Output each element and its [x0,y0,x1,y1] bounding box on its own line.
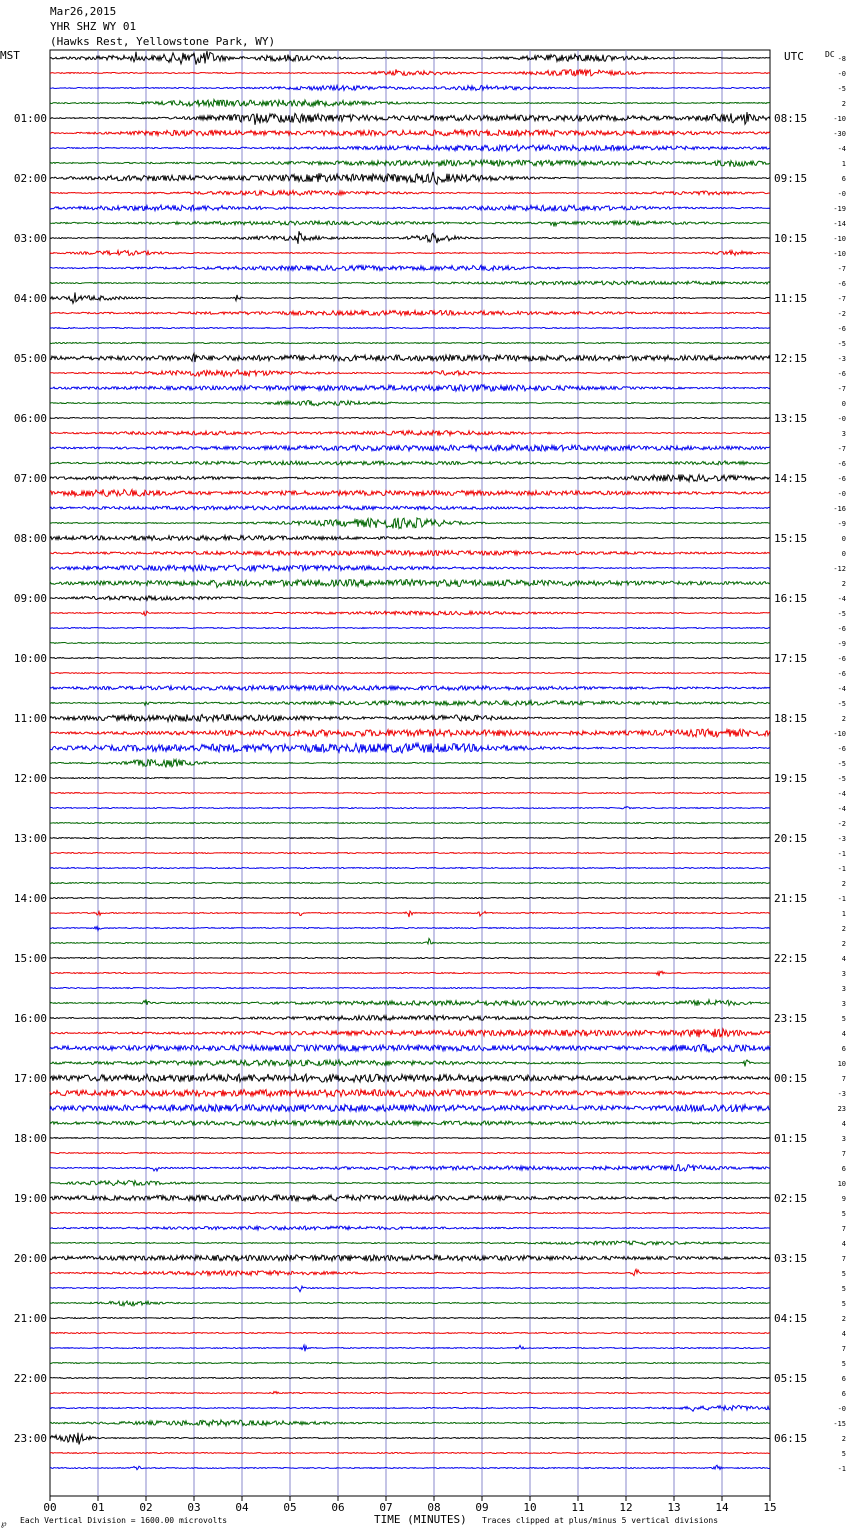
seismic-trace [50,729,770,737]
seismic-trace [50,205,770,211]
dc-offset-label: -4 [837,790,846,798]
right-hour-label: 14:15 [774,472,808,485]
dc-offset-label: 4 [841,955,846,963]
seismic-trace [50,778,770,779]
dc-offset-label: -30 [833,130,846,138]
dc-offset-label: 3 [841,1135,846,1143]
corner-mark: ℘ [1,1519,7,1528]
dc-offset-label: 4 [841,1330,846,1338]
seismic-trace [50,580,770,588]
left-hour-label: 12:00 [13,772,47,785]
dc-offset-label: -6 [837,745,846,753]
right-hour-label: 12:15 [774,352,808,365]
seismic-trace [50,1074,770,1082]
record-date: Mar26,2015 [50,5,117,18]
right-hour-label: 11:15 [774,292,808,305]
dc-offset-label: -3 [837,835,846,843]
seismic-trace [50,231,770,244]
left-hour-label: 11:00 [13,712,47,725]
seismic-trace [50,743,770,753]
dc-offset-label: 6 [841,175,846,183]
dc-offset-label: -1 [837,1465,846,1473]
seismic-trace [50,1181,770,1186]
seismic-trace [50,1420,770,1426]
seismic-trace [50,838,770,839]
right-hour-label: 16:15 [774,592,808,605]
dc-offset-label: -16 [833,505,846,513]
left-hour-label: 10:00 [13,652,47,665]
dc-offset-label: 9 [841,1195,846,1203]
left-hour-label: 14:00 [13,892,47,905]
seismic-trace [50,1255,770,1261]
left-hour-label: 17:00 [13,1072,47,1085]
dc-offset-label: 5 [841,1270,846,1278]
dc-offset-label: -10 [833,235,846,243]
seismic-trace [50,518,770,529]
seismic-trace [50,1044,770,1052]
seismic-trace [50,551,770,556]
dc-offset-label: 4 [841,1120,846,1128]
dc-offset-label: -0 [837,190,846,198]
dc-offset-label: 5 [841,1300,846,1308]
x-tick-label: 12 [619,1501,633,1514]
seismic-trace [50,343,770,344]
dc-offset-label: 7 [841,1225,846,1233]
dc-offset-label: 3 [841,1000,846,1008]
seismic-trace [50,643,770,644]
seismic-trace [50,1318,770,1319]
dc-offset-label: 1 [841,160,846,168]
dc-offset-label: -15 [833,1420,846,1428]
clip-note: Traces clipped at plus/minus 5 vertical divisions [482,1516,719,1525]
seismic-trace [50,715,770,722]
left-hour-label: 04:00 [13,292,47,305]
x-tick-label: 01 [91,1501,105,1514]
seismic-trace [50,596,770,601]
seismic-trace [50,506,770,510]
dc-offset-label: -6 [837,655,846,663]
right-hour-label: 22:15 [774,952,808,965]
left-hour-label: 15:00 [13,952,47,965]
seismic-trace [50,1060,770,1067]
seismic-trace [50,939,770,944]
seismic-trace [50,686,770,691]
seismic-trace [50,1153,770,1154]
seismic-trace [50,988,770,989]
dc-offset-label: 6 [841,1045,846,1053]
dc-offset-label: -10 [833,250,846,258]
seismic-trace [50,611,770,616]
dc-offset-label: -7 [837,385,846,393]
seismic-trace [50,489,770,496]
station-location: (Hawks Rest, Yellowstone Park, WY) [50,35,276,48]
dc-offset-label: -9 [837,640,846,648]
dc-offset-label: -6 [837,670,846,678]
dc-offset-label: -9 [837,520,846,528]
right-hour-label: 00:15 [774,1072,808,1085]
dc-offset-label: -5 [837,775,846,783]
dc-offset-label: -7 [837,295,846,303]
left-hour-label: 01:00 [13,112,47,125]
dc-offset-label: 7 [841,1345,846,1353]
seismic-trace [50,853,770,854]
left-hour-label: 09:00 [13,592,47,605]
x-tick-label: 00 [43,1501,57,1514]
seismic-trace [50,130,770,136]
x-tick-label: 05 [283,1501,297,1514]
dc-offset-label: -5 [837,700,846,708]
seismic-trace [50,1090,770,1097]
dc-offset-label: 5 [841,1210,846,1218]
dc-offset-label: 2 [841,1435,846,1443]
left-hour-label: 20:00 [13,1252,47,1265]
dc-offset-label: -0 [837,70,846,78]
seismic-trace [50,760,770,768]
right-hour-label: 05:15 [774,1372,808,1385]
seismic-trace [50,1241,770,1245]
dc-offset-label: 6 [841,1375,846,1383]
x-tick-label: 15 [763,1501,777,1514]
seismic-trace [50,353,770,362]
seismic-trace [50,628,770,629]
dc-offset-label: -8 [837,55,846,63]
dc-offset-label: -6 [837,370,846,378]
seismic-trace [50,251,770,256]
dc-offset-label: 4 [841,1240,846,1248]
right-hour-label: 10:15 [774,232,808,245]
x-tick-label: 08 [427,1501,441,1514]
seismic-trace [50,431,770,436]
dc-offset-label: -4 [837,805,846,813]
seismic-trace [50,281,770,285]
dc-offset-label: 5 [841,1015,846,1023]
seismic-trace [50,1433,770,1445]
dc-offset-label: -10 [833,730,846,738]
dc-offset-label: 23 [837,1105,846,1113]
dc-offset-label: 0 [841,550,846,558]
dc-offset-label: -6 [837,325,846,333]
seismic-trace [50,1269,770,1275]
seismic-trace [50,701,770,706]
left-hour-label: 06:00 [13,412,47,425]
dc-offset-label: 4 [841,1030,846,1038]
dc-offset-label: 5 [841,1450,846,1458]
dc-offset-label: -6 [837,625,846,633]
dc-offset-label: -14 [833,220,846,228]
dc-offset-label: 2 [841,940,846,948]
seismic-trace [50,1301,770,1306]
right-hour-label: 19:15 [774,772,808,785]
seismic-trace [50,160,770,167]
seismic-trace [50,86,770,91]
seismic-trace [50,673,770,674]
right-hour-label: 21:15 [774,892,808,905]
dc-offset-label: -6 [837,280,846,288]
dc-offset-label: 2 [841,925,846,933]
seismic-trace [50,1138,770,1139]
dc-offset-label: 10 [837,1180,846,1188]
seismic-trace [50,461,770,465]
seismic-trace [50,445,770,451]
seismic-trace [50,370,770,377]
dc-offset-label: -7 [837,265,846,273]
left-hour-label: 05:00 [13,352,47,365]
seismic-trace [50,971,770,976]
dc-offset-label: 6 [841,1390,846,1398]
left-hour-label: 21:00 [13,1312,47,1325]
dc-offset-label: 0 [841,535,846,543]
seismic-trace [50,1104,770,1112]
right-hour-label: 23:15 [774,1012,808,1025]
seismic-trace [50,927,770,931]
dc-offset-label: -5 [837,760,846,768]
dc-offset-label: -3 [837,1090,846,1098]
right-timezone-label: UTC [784,50,804,63]
dc-offset-label: -4 [837,685,846,693]
seismic-trace [50,1016,770,1021]
seismic-trace [50,1378,770,1379]
dc-offset-label: 0 [841,400,846,408]
dc-offset-label: 3 [841,970,846,978]
left-hour-label: 07:00 [13,472,47,485]
dc-offset-label: 5 [841,1285,846,1293]
seismic-trace [50,1195,770,1201]
seismic-trace [50,172,770,184]
seismic-trace [50,1286,770,1292]
seismic-trace [50,1226,770,1230]
seismic-trace [50,1453,770,1454]
x-tick-label: 10 [523,1501,537,1514]
dc-offset-label: 5 [841,1360,846,1368]
seismic-trace [50,911,770,917]
left-hour-label: 03:00 [13,232,47,245]
right-hour-label: 01:15 [774,1132,808,1145]
right-hour-label: 13:15 [774,412,808,425]
seismic-trace [50,311,770,316]
dc-offset-label: -1 [837,865,846,873]
dc-offset-label: -3 [837,355,846,363]
seismic-trace [50,1392,770,1394]
x-axis-label: TIME (MINUTES) [374,1513,467,1526]
seismic-trace [50,1363,770,1364]
seismic-trace [50,999,770,1005]
x-tick-label: 09 [475,1501,489,1514]
seismic-trace [50,145,770,151]
left-timezone-label: MST [0,49,20,62]
seismic-trace [50,658,770,659]
dc-offset-label: -2 [837,820,846,828]
dc-offset-label: -1 [837,895,846,903]
seismic-trace [50,221,770,227]
seismic-trace [50,265,770,270]
right-hour-label: 06:15 [774,1432,808,1445]
left-hour-label: 19:00 [13,1192,47,1205]
x-tick-label: 11 [571,1501,585,1514]
dc-offset-label: -19 [833,205,846,213]
seismic-trace [50,1333,770,1334]
seismic-trace [50,100,770,107]
right-hour-label: 15:15 [774,532,808,545]
dc-offset-label: 2 [841,100,846,108]
dc-offset-label: -7 [837,445,846,453]
left-hour-label: 18:00 [13,1132,47,1145]
right-hour-label: 17:15 [774,652,808,665]
dc-offset-label: -1 [837,850,846,858]
seismic-trace [50,958,770,959]
seismic-trace [50,1345,770,1351]
dc-offset-label: -4 [837,595,846,603]
x-tick-label: 07 [379,1501,393,1514]
x-tick-label: 13 [667,1501,681,1514]
dc-offset-label: 3 [841,430,846,438]
left-hour-label: 13:00 [13,832,47,845]
dc-offset-label: -0 [837,415,846,423]
seismic-trace [50,69,770,76]
station-code: YHR SHZ WY 01 [50,20,137,33]
seismic-trace [50,536,770,541]
seismic-trace [50,1165,770,1172]
dc-offset-label: -6 [837,475,846,483]
dc-offset-label: -10 [833,115,846,123]
right-hour-label: 18:15 [774,712,808,725]
x-tick-label: 14 [715,1501,729,1514]
dc-offset-label: -2 [837,310,846,318]
seismic-trace [50,898,770,899]
dc-offset-label: 7 [841,1255,846,1263]
seismic-trace [50,191,770,196]
right-hour-label: 02:15 [774,1192,808,1205]
seismic-trace [50,385,770,392]
left-hour-label: 08:00 [13,532,47,545]
dc-offset-label: 6 [841,1165,846,1173]
dc-offset-label: -0 [837,490,846,498]
left-hour-label: 16:00 [13,1012,47,1025]
x-tick-label: 04 [235,1501,249,1514]
x-tick-label: 02 [139,1501,153,1514]
right-hour-label: 04:15 [774,1312,808,1325]
right-hour-label: 03:15 [774,1252,808,1265]
vertical-scale-note: Each Vertical Division = 1600.00 microvolts [20,1516,228,1525]
dc-offset-label: -12 [833,565,846,573]
dc-offset-label: 1 [841,910,846,918]
seismic-trace [50,565,770,571]
dc-offset-label: 2 [841,715,846,723]
dc-offset-header: DC [825,50,835,59]
seismic-trace [50,401,770,406]
dc-offset-label: 7 [841,1150,846,1158]
seismic-trace [50,807,770,809]
seismic-trace [50,418,770,419]
dc-offset-label: -5 [837,610,846,618]
seismic-trace [50,475,770,482]
seismic-trace [50,1121,770,1126]
right-hour-label: 09:15 [774,172,808,185]
right-hour-label: 08:15 [774,112,808,125]
seismic-trace [50,1029,770,1038]
dc-offset-label: -6 [837,460,846,468]
seismic-trace [50,793,770,794]
dc-offset-label: 7 [841,1075,846,1083]
seismic-trace [50,328,770,329]
dc-offset-label: -5 [837,340,846,348]
dc-offset-label: -4 [837,145,846,153]
x-tick-label: 06 [331,1501,345,1514]
dc-offset-label: 2 [841,880,846,888]
plot-frame [50,50,770,1496]
seismic-trace [50,1406,770,1412]
x-tick-label: 03 [187,1501,201,1514]
left-hour-label: 23:00 [13,1432,47,1445]
dc-offset-label: 10 [837,1060,846,1068]
seismic-trace [50,823,770,824]
seismic-trace [50,1213,770,1214]
seismic-trace [50,51,770,65]
seismic-trace [50,292,770,303]
dc-offset-label: -5 [837,85,846,93]
seismic-trace [50,883,770,884]
dc-offset-label: -0 [837,1405,846,1413]
dc-offset-label: 2 [841,1315,846,1323]
right-hour-label: 20:15 [774,832,808,845]
seismic-trace [50,1465,770,1470]
dc-offset-label: 3 [841,985,846,993]
left-hour-label: 22:00 [13,1372,47,1385]
seismic-trace [50,868,770,869]
dc-offset-label: 2 [841,580,846,588]
left-hour-label: 02:00 [13,172,47,185]
seismic-trace [50,112,770,125]
